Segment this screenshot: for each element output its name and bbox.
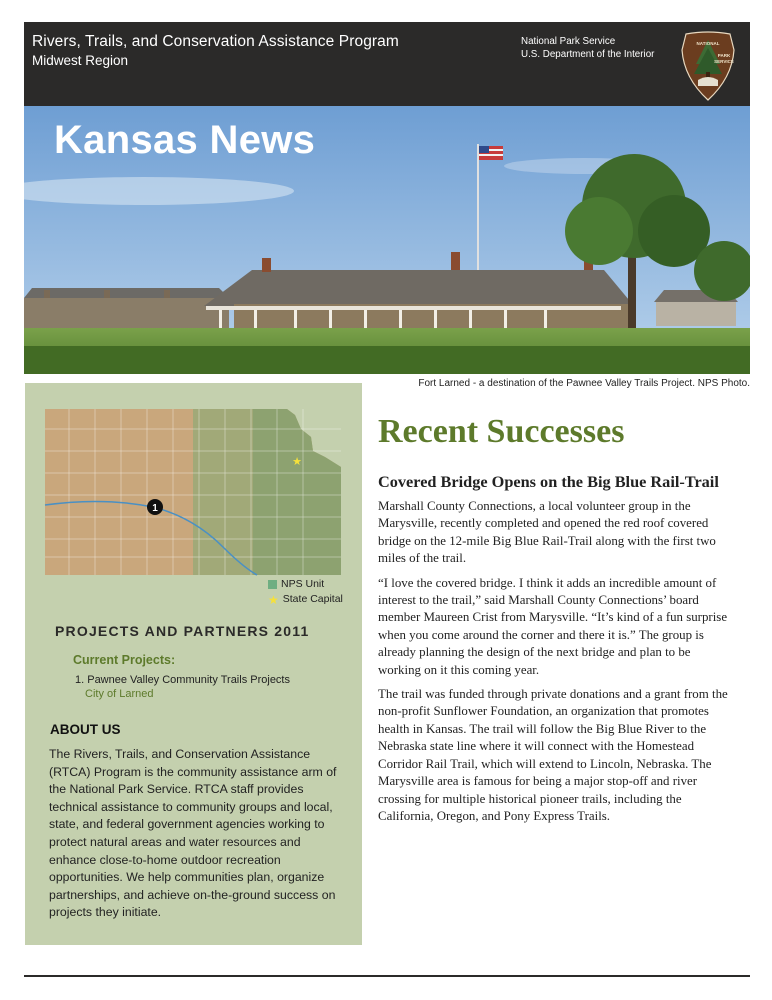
newsletter-title: Kansas News (54, 118, 316, 162)
sidebar-panel (25, 383, 362, 945)
about-us-body: The Rivers, Trails, and Conservation Assistance (RTCA) Program is the community assistance arm of the National Park Service. RTCA staff provides technical assistance to community groups and local, state, and federal government agencies working to protect natural areas and water resources and enhance close-to-home outdoor recreation opportunities. We help communities plan, organize partnerships, and achieve on-the-ground success on projects they initiate. (49, 747, 337, 920)
article-paragraph-2: “I love the covered bridge. I think it adds an incredible amount of interest to the trail,” said Marshall County Connections’ board member Maureen Crist from Marysville. “It’s kind of a fun surprise when you come around the corner and there it is.” The group is already planning the design of the next bridge and plan to be working on it this coming year. (378, 575, 728, 677)
current-projects-label: Current Projects: (73, 653, 176, 667)
main-column (378, 410, 736, 832)
about-us-heading: ABOUT US (50, 722, 121, 737)
header-band (24, 22, 750, 106)
map-marker-1: 1 (152, 503, 158, 514)
hero-photo (24, 106, 750, 374)
kansas-map (43, 407, 343, 577)
map-legend (268, 577, 343, 607)
region-name: Midwest Region (32, 53, 129, 68)
legend-nps-unit: NPS Unit (281, 578, 325, 590)
agency-block (521, 35, 654, 61)
legend-state-capital: State Capital (282, 593, 343, 605)
nps-arrowhead-logo (680, 30, 736, 102)
article-paragraph-1: Marshall County Connections, a local volunteer group in the Marysville, recently completed and opened the red roof covered bridge on the 12-mile Big Blue Rail-Trail along with the first two miles of the trail. (378, 499, 716, 566)
program-name: Rivers, Trails, and Conservation Assistance Program (32, 33, 399, 50)
photo-caption: Fort Larned - a destination of the Pawnee Valley Trails Project. NPS Photo. (418, 378, 750, 389)
logo-text-park: PARK (717, 53, 731, 58)
star-icon: ★ (268, 592, 279, 607)
agency-name: National Park Service (521, 36, 616, 47)
nps-unit-swatch (268, 580, 277, 589)
logo-text-national: NATIONAL (696, 41, 720, 46)
department-name: U.S. Department of the Interior (521, 49, 655, 60)
article-title: Covered Bridge Opens on the Big Blue Rail-Trail (378, 472, 719, 491)
section-title: Recent Successes (378, 413, 625, 450)
bottom-rule (24, 975, 750, 977)
state-capital-star: ★ (292, 456, 302, 468)
projects-partners-heading: PROJECTS AND PARTNERS 2011 (55, 623, 310, 639)
logo-text-service: SERVICE (714, 59, 734, 64)
program-block (32, 32, 399, 70)
article-paragraph-3: The trail was funded through private donations and a grant from the non-profit Sunflower Foundation, an organization that promotes health in Kansas. The trail will follow the Big Blue River to the Nebraska state line where it will connect with the Homestead Corridor Rail Trail, which will extend to Lincoln, Nebraska. The Marysville area is famous for being a major stop-off and river crossing for multiple historical pioneer trails, including the California, Oregon, and Pony Express Trails. (378, 687, 728, 823)
project-1-name: 1. Pawnee Valley Community Trails Projects (75, 674, 290, 686)
project-1-partner: City of Larned (85, 688, 154, 700)
